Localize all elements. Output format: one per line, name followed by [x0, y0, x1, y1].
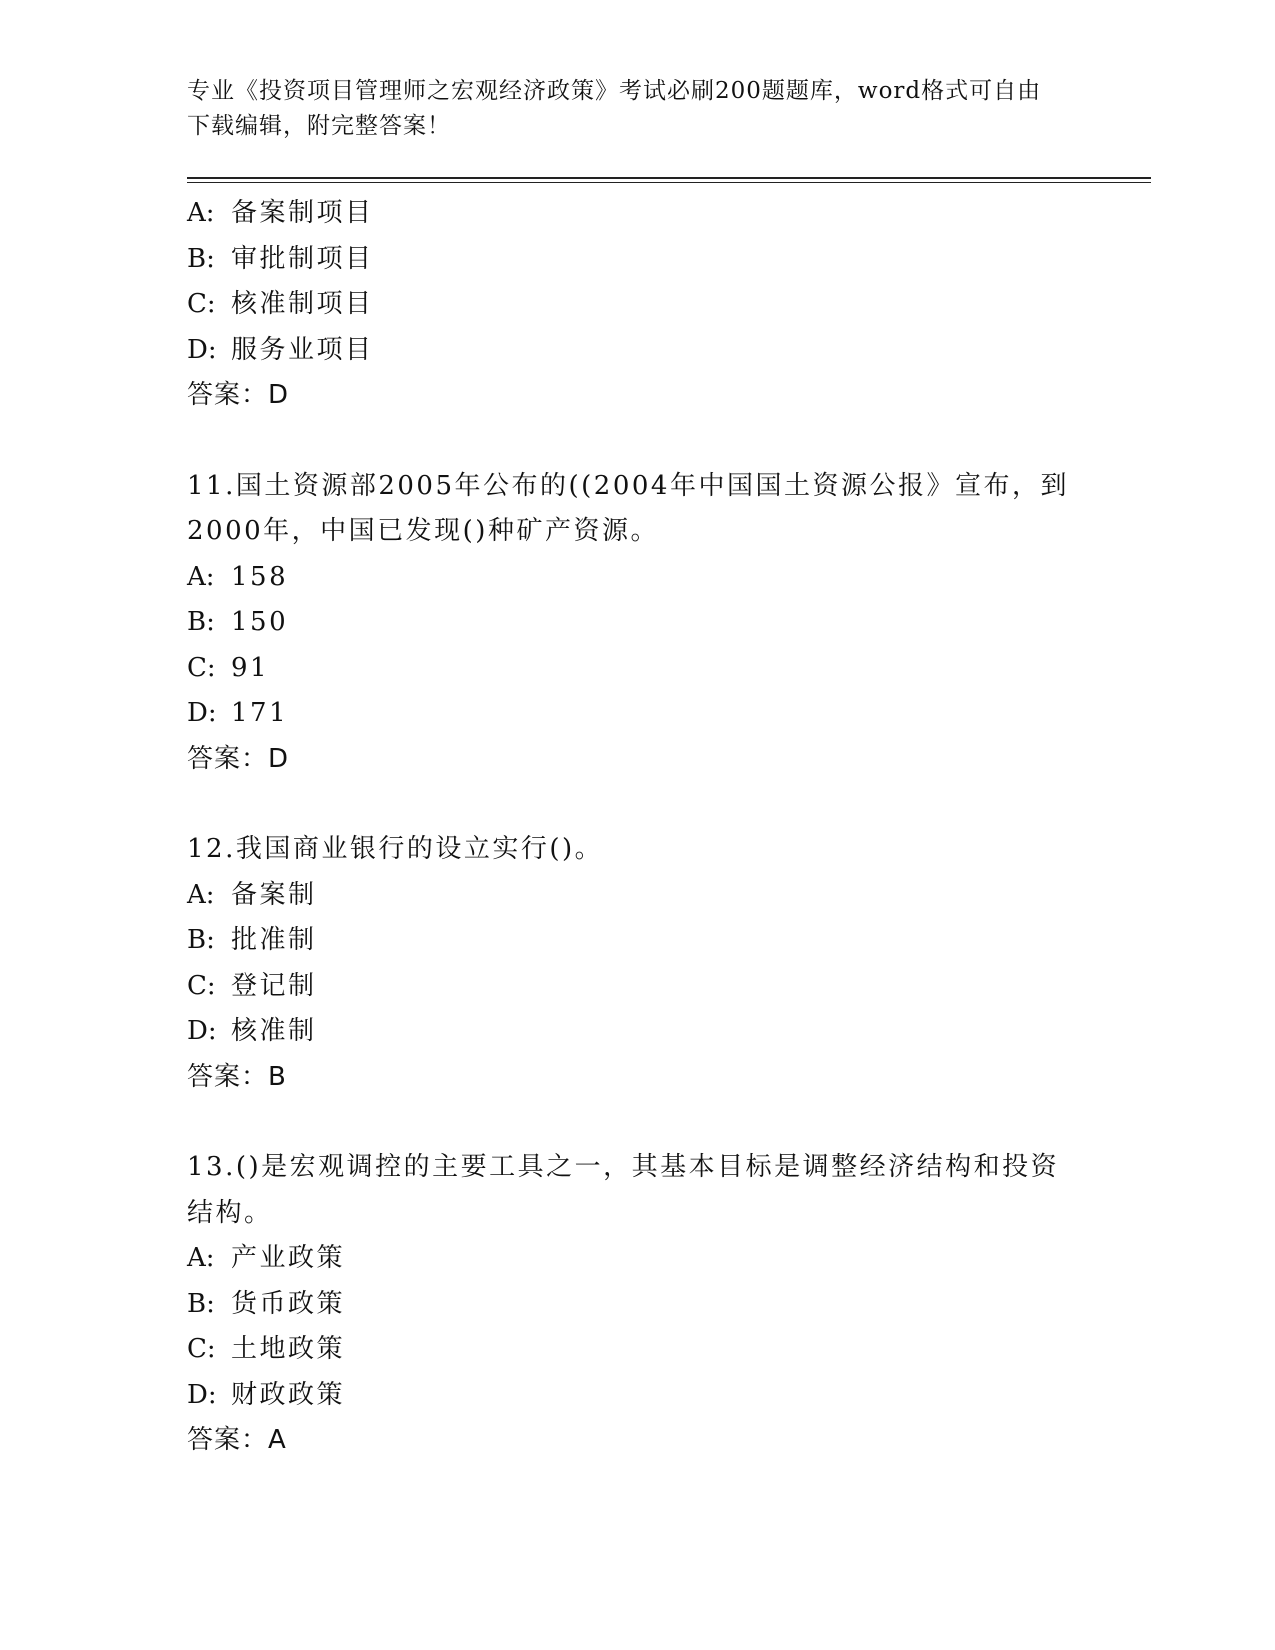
- option-text: 备案制项目: [231, 198, 374, 228]
- header-divider-thin: [187, 182, 1151, 183]
- option-text: 备案制: [231, 879, 317, 910]
- option-letter: D:: [187, 1016, 217, 1046]
- option-letter: D:: [187, 698, 217, 728]
- answer-line: 答案：A: [187, 1425, 287, 1455]
- option-b: [187, 918, 1087, 964]
- question-stem-continued: 结构。: [187, 1197, 273, 1228]
- option-text: 158: [231, 561, 289, 592]
- answer-line: 答案：D: [187, 743, 290, 774]
- option-text: 产业政策: [231, 1243, 346, 1273]
- option-letter: B:: [187, 1288, 215, 1319]
- spacer: [187, 782, 1087, 827]
- option-a: [187, 1236, 1087, 1282]
- option-text: 货币政策: [231, 1288, 346, 1319]
- question-block-13: [187, 1145, 1087, 1464]
- spacer: [187, 1100, 1087, 1145]
- option-letter: B:: [187, 243, 215, 274]
- answer-line: 答案：D: [187, 380, 290, 410]
- question-stem: 13.()是宏观调控的主要工具之一，其基本目标是调整经济结构和投资: [187, 1152, 1060, 1182]
- header-line-2: 下载编辑，附完整答案！: [187, 113, 451, 139]
- spacer: [187, 419, 1087, 464]
- option-letter: A:: [187, 1243, 215, 1273]
- option-letter: C:: [187, 1334, 216, 1364]
- answer-line: 答案：B: [187, 1061, 287, 1092]
- option-b: [187, 1282, 1087, 1328]
- question-stem: 11.国土资源部2005年公布的((2004年中国国土资源公报》宣布，到: [187, 470, 1069, 501]
- question-block-12: [187, 827, 1087, 1100]
- option-letter: A:: [187, 879, 215, 910]
- question-block-10: [187, 191, 1087, 419]
- option-d: [187, 328, 1087, 374]
- option-letter: D:: [187, 1379, 217, 1410]
- option-b: [187, 600, 1087, 646]
- option-text: 财政政策: [231, 1379, 346, 1410]
- option-b: [187, 237, 1087, 283]
- option-d: [187, 1009, 1087, 1055]
- option-letter: B:: [187, 925, 215, 955]
- question-block-11: [187, 464, 1087, 783]
- option-text: 150: [231, 607, 289, 637]
- document-header: [187, 74, 1067, 144]
- option-text: 土地政策: [231, 1334, 346, 1364]
- option-c: [187, 964, 1087, 1010]
- option-letter: C:: [187, 970, 216, 1001]
- option-c: [187, 646, 1087, 692]
- option-d: [187, 691, 1087, 737]
- option-text: 核准制项目: [231, 289, 374, 319]
- option-text: 审批制项目: [231, 243, 374, 274]
- option-a: [187, 555, 1087, 601]
- option-letter: D:: [187, 334, 217, 365]
- option-c: [187, 282, 1087, 328]
- question-list: [187, 191, 1087, 1464]
- option-text: 核准制: [231, 1016, 317, 1046]
- option-letter: C:: [187, 289, 216, 319]
- option-c: [187, 1327, 1087, 1373]
- option-text: 批准制: [231, 925, 317, 955]
- option-text: 171: [231, 698, 289, 728]
- question-stem-continued: 2000年，中国已发现()种矿产资源。: [187, 516, 659, 546]
- option-letter: B:: [187, 607, 215, 637]
- option-letter: A:: [187, 198, 215, 228]
- header-line-1: 专业《投资项目管理师之宏观经济政策》考试必刷200题题库，word格式可自由: [187, 78, 1042, 104]
- option-a: [187, 873, 1087, 919]
- header-divider-thick: [187, 177, 1151, 179]
- option-text: 服务业项目: [231, 334, 374, 365]
- question-stem: 12.我国商业银行的设立实行()。: [187, 834, 604, 864]
- option-letter: A:: [187, 561, 215, 592]
- option-a: [187, 191, 1087, 237]
- option-text: 91: [231, 652, 270, 683]
- option-text: 登记制: [231, 970, 317, 1001]
- option-letter: C:: [187, 652, 216, 683]
- option-d: [187, 1373, 1087, 1419]
